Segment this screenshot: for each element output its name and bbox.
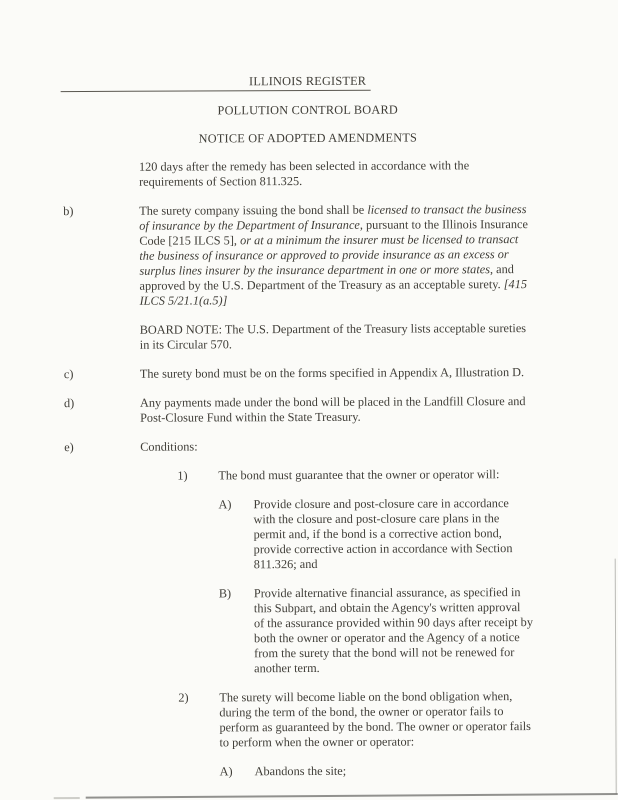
- item-e-label: e): [64, 440, 74, 455]
- item-b-label: b): [63, 204, 74, 219]
- item-e2-label: 2): [178, 690, 189, 705]
- item-c-label: c): [63, 367, 74, 382]
- scan-artifact-bottom-edge: [86, 793, 618, 799]
- item-e1: [140, 467, 533, 691]
- item-d-label: d): [63, 396, 75, 411]
- item-c-text: [140, 365, 532, 396]
- notice-title: NOTICE OF ADOPTED AMENDMENTS: [198, 130, 418, 146]
- item-e1B-paragraph: Provide alternative financial assurance, as specified in this Subpart, and obtain the Agency's written approval of the assurance provided within 90 days after receipt by both the owner or operator and the Agency of a notice from the surety that the bond will not be renewed for another term.: [253, 585, 533, 676]
- scan-artifact-corner-mark: [54, 797, 80, 799]
- item-e1-text: [218, 467, 533, 690]
- item-e2: [141, 689, 533, 794]
- header-rule: [61, 90, 371, 92]
- item-d-text: [140, 394, 532, 440]
- item-b-seg5: , and approved by the U.S. Department of the Treasury as an acceptable surety.: [139, 262, 514, 293]
- item-e1-paragraph: The bond must guarantee that the owner or operator will:: [218, 467, 500, 483]
- item-e: [64, 438, 534, 794]
- item-e2A-paragraph: Abandons the site;: [254, 763, 347, 779]
- item-b-seg3: , pursuant to the Illinois Insurance Code [215 ILCS 5],: [139, 217, 528, 248]
- item-e1A: [218, 496, 532, 586]
- item-e1B-text: [254, 585, 533, 690]
- item-e-paragraph: Conditions:: [140, 439, 198, 454]
- item-e1A-label: A): [218, 497, 232, 512]
- item-d-paragraph: Any payments made under the bond will be placed in the Landfill Closure and Post-Closure Fund within the State Treasury.: [139, 394, 526, 425]
- item-e2A-text: [255, 763, 534, 793]
- item-b-seg2-italic: licensed to transact the business of insurance by the Department of Insurance: [139, 202, 527, 233]
- item-b-seg4-italic: or at a minimum the insurer must be licensed to transact the business of insurance or approved to provide insurance as an excess or surplus lines insurer by the insurance department in one or more states: [139, 232, 519, 278]
- item-e1-label: 1): [177, 468, 188, 483]
- intro-paragraph: 120 days after the remedy has been selected in accordance with the requirements of Section 811.325.: [138, 158, 470, 189]
- item-c-paragraph: The surety bond must be on the forms specified in Appendix A, Illustration D.: [139, 365, 525, 381]
- board-title: POLLUTION CONTROL BOARD: [217, 102, 398, 118]
- item-e2A: [220, 763, 534, 793]
- board-note: BOARD NOTE: The U.S. Department of the Treasury lists acceptable sureties in its Circular 570.: [139, 321, 527, 352]
- item-b: [63, 202, 532, 367]
- item-b-paragraph: [139, 202, 531, 309]
- item-b-seg1: The surety company issuing the bond shall be: [139, 202, 368, 218]
- item-e-text: [140, 438, 534, 794]
- item-b-text: [139, 202, 532, 367]
- item-e1A-paragraph: Provide closure and post-closure care in accordance with the closure and post-closure care plans in the permit and, if the bond is a corrective action bond, provide corrective action in accordance with Section 811.326; and: [253, 496, 513, 572]
- item-e1A-text: [253, 496, 532, 586]
- item-e1B-label: B): [218, 586, 232, 601]
- item-b-seg6-italic: [415 ILCS 5/21.1(a.5)]: [139, 277, 528, 308]
- item-e1B: [219, 585, 533, 690]
- item-e2-paragraph: The surety will become liable on the bond obligation when, during the term of the bond, the owner or operator fails to perform as guaranteed by the bond. The owner or operator fails to perform when the owner or operator:: [219, 689, 531, 750]
- document-body: [63, 158, 534, 794]
- item-e2-text: [219, 689, 533, 793]
- item-c: [64, 365, 532, 396]
- scan-artifact-right-edge: [615, 559, 617, 794]
- register-title: ILLINOIS REGISTER: [249, 73, 367, 89]
- item-d: [64, 394, 532, 440]
- item-e2A-label: A): [219, 764, 233, 779]
